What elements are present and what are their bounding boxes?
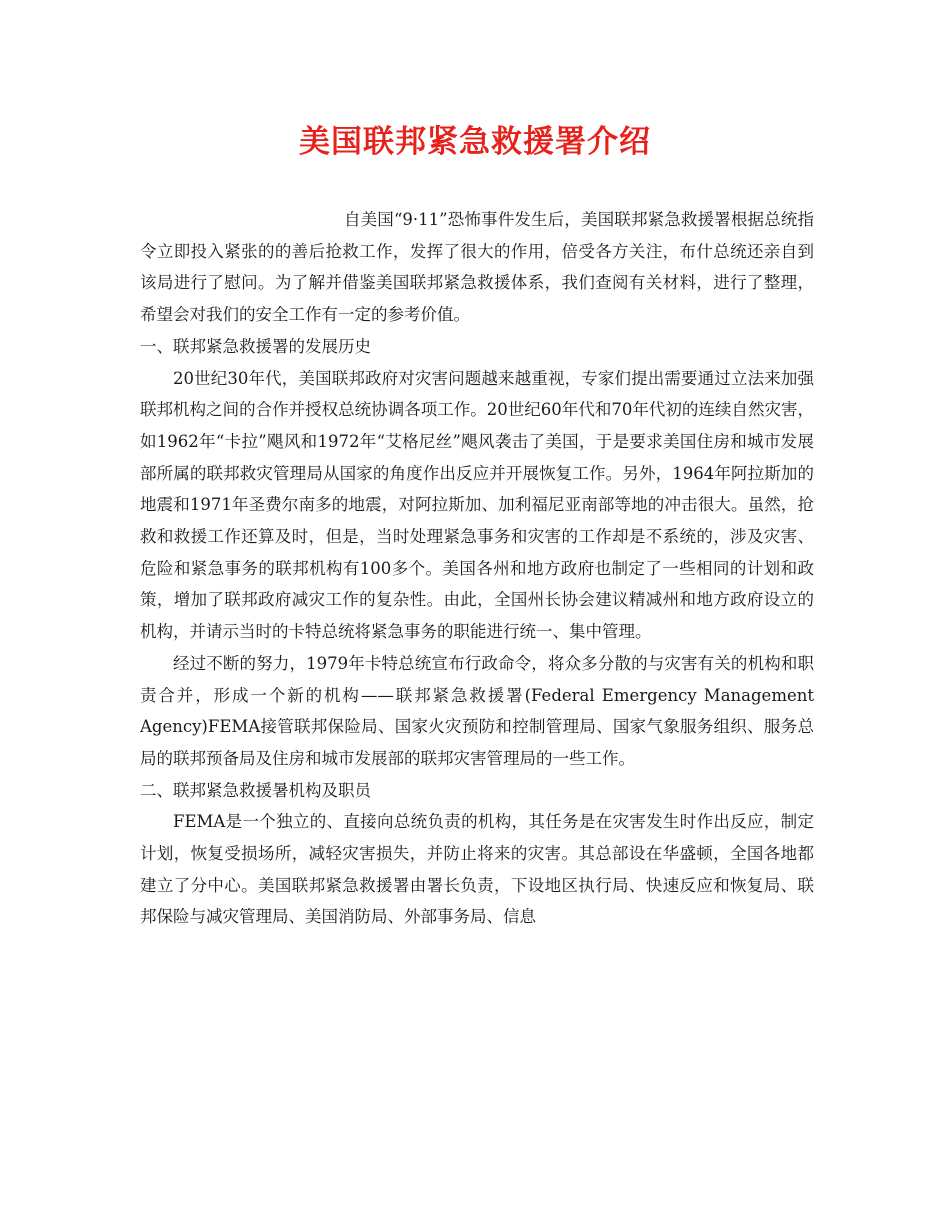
document-body xyxy=(140,204,814,933)
section-heading-organization: 二、联邦紧急救援暑机构及职员 xyxy=(140,780,371,800)
history-paragraph-2: 经过不断的努力，1979年卡特总统宣布行政命令，将众多分散的与灾害有关的机构和职责合并，形成一个新的机构——联邦紧急救援署(Federal Emergency Management Agency)FEMA接管联邦保险局、国家火灾预防和控制管理局、国家气象服务组织、服务总局的联邦预备局及住房和城市发展部的联邦灾害管理局的一些工作。 xyxy=(140,653,814,768)
document-title: 美国联邦紧急救援署介绍 xyxy=(299,124,651,160)
organization-paragraph-1: FEMA是一个独立的、直接向总统负责的机构，其任务是在灾害发生时作出反应，制定计划，恢复受损场所，减轻灾害损失，并防止将来的灾害。其总部设在华盛顿，全国各地都建立了分中心。美国联邦紧急救援署由署长负责，下设地区执行局、快速反应和恢复局、联邦保险与减灾管理局、美国消防局、外部事务局、信息 xyxy=(140,812,814,927)
history-paragraph-1: 20世纪30年代，美国联邦政府对灾害问题越来越重视，专家们提出需要通过立法来加强联邦机构之间的合作并授权总统协调各项工作。20世纪60年代和70年代初的连续自然灾害，如1962年“卡拉”飓风和1972年“艾格尼丝”飓风袭击了美国，于是要求美国住房和城市发展部所属的联邦救灾管理局从国家的角度作出反应并开展恢复工作。另外，1964年阿拉斯加的地震和1971年圣费尔南多的地震，对阿拉斯加、加利福尼亚南部等地的冲击很大。虽然，抢救和救援工作还算及时，但是，当时处理紧急事务和灾害的工作却是不系统的，涉及灾害、危险和紧急事务的联邦机构有100多个。美国各州和地方政府也制定了一些相同的计划和政策，增加了联邦政府减灾工作的复杂性。由此，全国州长协会建议精减州和地方政府设立的机构，并请示当时的卡特总统将紧急事务的职能进行统一、集中管理。 xyxy=(140,368,814,642)
intro-paragraph: 自美国“9·11”恐怖事件发生后，美国联邦紧急救援署根据总统指令立即投入紧张的的善后抢救工作，发挥了很大的作用，倍受各方关注，布什总统还亲自到该局进行了慰问。为了解并借鉴美国联邦紧急救援体系，我们查阅有关材料，进行了整理，希望会对我们的安全工作有一定的参考价值。 xyxy=(140,210,814,325)
section-heading-history: 一、联邦紧急救援署的发展历史 xyxy=(140,336,371,356)
